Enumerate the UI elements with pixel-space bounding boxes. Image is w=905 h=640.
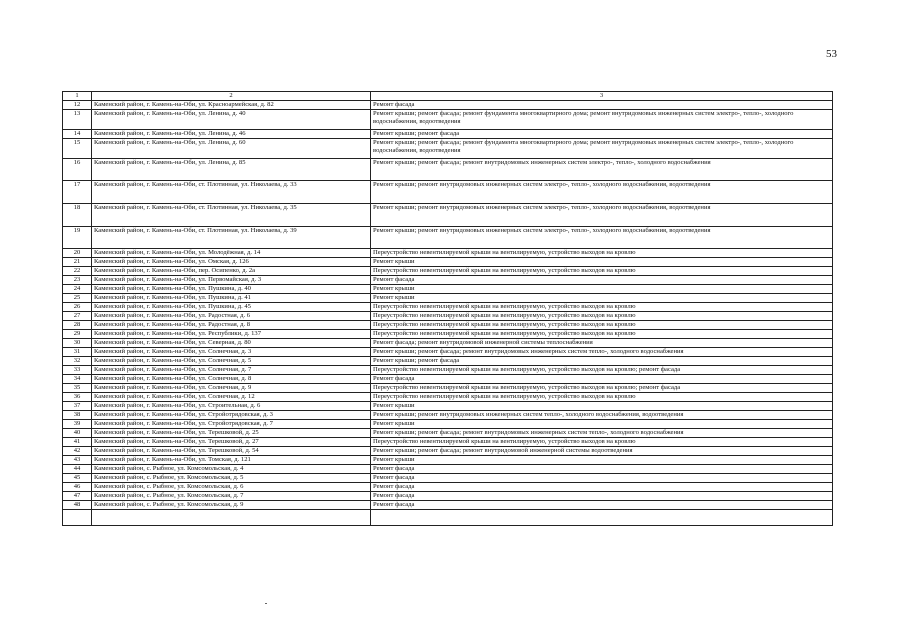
table-row [63, 227, 833, 249]
row-number-cell: 13 [63, 110, 92, 130]
table-row [63, 447, 833, 456]
table-row [63, 330, 833, 339]
address-cell: Каменский район, г. Камень-на-Оби, ул. Строительная, д. 6 [92, 402, 371, 411]
address-cell: Каменский район, г. Камень-на-Оби, ул. Стройотрядовская, д. 3 [92, 411, 371, 420]
table-row [63, 110, 833, 130]
works-cell: Переустройство невентилируемой крыши на вентилируемую, устройство выходов на кровлю [371, 393, 833, 402]
address-cell: Каменский район, г. Камень-на-Оби, ул. Солнечная, д. 7 [92, 366, 371, 375]
row-number-cell: 29 [63, 330, 92, 339]
works-cell: Ремонт крыши [371, 285, 833, 294]
row-number-cell: 47 [63, 492, 92, 501]
address-cell: Каменский район, г. Камень-на-Оби, ст. Плотинная, ул. Николаева, д. 39 [92, 227, 371, 249]
table-row [63, 456, 833, 465]
address-cell: Каменский район, с. Рыбное, ул. Комсомольская, д. 7 [92, 492, 371, 501]
table-row [63, 348, 833, 357]
column-number-row [63, 92, 833, 101]
row-number-cell: 28 [63, 321, 92, 330]
row-number-cell: 37 [63, 402, 92, 411]
table-row [63, 474, 833, 483]
row-number-cell: 33 [63, 366, 92, 375]
works-cell: Ремонт крыши; ремонт фасада; ремонт фундамента многоквартирного дома; ремонт внутридомовых инженерных систем электро-, тепло-, холодного водоснабжения, водоотведения [371, 110, 833, 130]
address-cell: Каменский район, г. Камень-на-Оби, ул. Молодёжная, д. 14 [92, 249, 371, 258]
works-cell: Переустройство невентилируемой крыши на вентилируемую, устройство выходов на кровлю [371, 321, 833, 330]
table-row [63, 285, 833, 294]
works-cell: Переустройство невентилируемой крыши на вентилируемую, устройство выходов на кровлю; ремонт фасада [371, 384, 833, 393]
row-number-cell: 42 [63, 447, 92, 456]
row-number-cell: 14 [63, 130, 92, 139]
works-cell: Переустройство невентилируемой крыши на вентилируемую, устройство выходов на кровлю; ремонт фасада [371, 366, 833, 375]
table-row [63, 483, 833, 492]
address-cell: Каменский район, с. Рыбное, ул. Комсомольская, д. 5 [92, 474, 371, 483]
table-row [63, 501, 833, 510]
address-cell: Каменский район, г. Камень-на-Оби, ул. Ленина, д. 60 [92, 139, 371, 159]
row-number-cell: 46 [63, 483, 92, 492]
address-cell: Каменский район, г. Камень-на-Оби, ул. Пушкина, д. 41 [92, 294, 371, 303]
works-cell: Ремонт крыши [371, 420, 833, 429]
table-row [63, 267, 833, 276]
table-row [63, 375, 833, 384]
table-row [63, 420, 833, 429]
row-number-cell: 40 [63, 429, 92, 438]
works-cell: Ремонт фасада [371, 492, 833, 501]
address-cell: Каменский район, г. Камень-на-Оби, ул. Первомайская, д. 3 [92, 276, 371, 285]
row-number-cell: 38 [63, 411, 92, 420]
address-cell: Каменский район, с. Рыбное, ул. Комсомольская, д. 9 [92, 501, 371, 510]
table-row [63, 159, 833, 181]
works-cell: Ремонт крыши; ремонт внутридомовых инженерных систем электро-, тепло-, холодного водоснабжения, водоотведения [371, 181, 833, 204]
row-number-cell: 12 [63, 101, 92, 110]
row-number-cell: 15 [63, 139, 92, 159]
row-number-cell: 19 [63, 227, 92, 249]
address-cell: Каменский район, г. Камень-на-Оби, ст. Плотинная, ул. Николаева, д. 33 [92, 181, 371, 204]
address-cell: Каменский район, г. Камень-на-Оби, ул. Терешковой, д. 27 [92, 438, 371, 447]
works-cell: Ремонт фасада [371, 483, 833, 492]
table-row [63, 492, 833, 501]
row-number-cell: 32 [63, 357, 92, 366]
address-cell: Каменский район, г. Камень-на-Оби, ул. Стройотрядовская, д. 7 [92, 420, 371, 429]
works-cell: Переустройство невентилируемой крыши на вентилируемую, устройство выходов на кровлю [371, 438, 833, 447]
works-cell: Ремонт крыши [371, 402, 833, 411]
works-cell: Переустройство невентилируемой крыши на вентилируемую, устройство выходов на кровлю [371, 267, 833, 276]
works-cell: Ремонт крыши; ремонт фасада; ремонт внутридомовых инженерных систем электро-, тепло-, холодного водоснабжения [371, 159, 833, 181]
row-number-cell: 23 [63, 276, 92, 285]
works-cell: Ремонт крыши; ремонт фасада; ремонт фундамента многоквартирного дома; ремонт внутридомовых инженерных систем электро-, тепло-, холодного водоснабжения, водоотведения [371, 139, 833, 159]
address-cell: Каменский район, с. Рыбное, ул. Комсомольская, д. 4 [92, 465, 371, 474]
address-cell: Каменский район, г. Камень-на-Оби, ул. Ленина, д. 40 [92, 110, 371, 130]
address-cell: Каменский район, г. Камень-на-Оби, ул. Омская, д. 126 [92, 258, 371, 267]
column-number-2: 2 [92, 92, 371, 101]
row-number-cell: 43 [63, 456, 92, 465]
address-cell: Каменский район, г. Камень-на-Оби, ул. Томская, д. 121 [92, 456, 371, 465]
empty-cell [63, 510, 92, 526]
works-cell: Ремонт крыши; ремонт фасада [371, 130, 833, 139]
row-number-cell: 39 [63, 420, 92, 429]
row-number-cell: 17 [63, 181, 92, 204]
table-row [63, 130, 833, 139]
row-number-cell: 16 [63, 159, 92, 181]
table-row [63, 181, 833, 204]
address-cell: Каменский район, г. Камень-на-Оби, ст. Плотинная, ул. Николаева, д. 35 [92, 204, 371, 227]
works-cell: Ремонт фасада [371, 375, 833, 384]
table-row [63, 139, 833, 159]
row-number-cell: 24 [63, 285, 92, 294]
table-row [63, 303, 833, 312]
row-number-cell: 27 [63, 312, 92, 321]
row-number-cell: 31 [63, 348, 92, 357]
table-row [63, 384, 833, 393]
row-number-cell: 41 [63, 438, 92, 447]
works-cell: Ремонт крыши [371, 456, 833, 465]
table-row [63, 402, 833, 411]
table-row [63, 411, 833, 420]
address-cell: Каменский район, г. Камень-на-Оби, ул. Терешковой, д. 25 [92, 429, 371, 438]
column-number-1: 1 [63, 92, 92, 101]
table-row [63, 465, 833, 474]
row-number-cell: 21 [63, 258, 92, 267]
works-cell: Ремонт крыши [371, 258, 833, 267]
table-row [63, 339, 833, 348]
works-cell: Ремонт крыши; ремонт внутридомовых инженерных систем электро-, тепло-, холодного водоснабжения, водоотведения [371, 227, 833, 249]
column-number-3: 3 [371, 92, 833, 101]
row-number-cell: 22 [63, 267, 92, 276]
works-cell: Ремонт фасада [371, 101, 833, 110]
table-row [63, 438, 833, 447]
table-row [63, 249, 833, 258]
row-number-cell: 35 [63, 384, 92, 393]
table-row [63, 357, 833, 366]
address-cell: Каменский район, г. Камень-на-Оби, ул. Ленина, д. 85 [92, 159, 371, 181]
works-cell: Ремонт фасада [371, 501, 833, 510]
works-cell: Переустройство невентилируемой крыши на вентилируемую, устройство выходов на кровлю [371, 249, 833, 258]
table-row [63, 393, 833, 402]
works-cell: Ремонт фасада [371, 276, 833, 285]
address-cell: Каменский район, г. Камень-на-Оби, ул. Солнечная, д. 9 [92, 384, 371, 393]
works-cell: Ремонт фасада; ремонт внутридомовой инженерной системы теплоснабжения [371, 339, 833, 348]
address-cell: Каменский район, г. Камень-на-Оби, ул. Терешковой, д. 54 [92, 447, 371, 456]
table-row [63, 294, 833, 303]
works-cell: Переустройство невентилируемой крыши на вентилируемую, устройство выходов на кровлю [371, 312, 833, 321]
table-row [63, 101, 833, 110]
works-cell: Переустройство невентилируемой крыши на вентилируемую, устройство выходов на кровлю [371, 330, 833, 339]
works-cell: Ремонт крыши [371, 294, 833, 303]
address-cell: Каменский район, с. Рыбное, ул. Комсомольская, д. 6 [92, 483, 371, 492]
row-number-cell: 34 [63, 375, 92, 384]
row-number-cell: 26 [63, 303, 92, 312]
row-number-cell: 18 [63, 204, 92, 227]
works-cell: Ремонт крыши; ремонт фасада; ремонт внутридомовой инженерной системы водоотведения [371, 447, 833, 456]
address-cell: Каменский район, г. Камень-на-Оби, ул. Солнечная, д. 12 [92, 393, 371, 402]
table-row [63, 429, 833, 438]
address-cell: Каменский район, г. Камень-на-Оби, ул. Ленина, д. 46 [92, 130, 371, 139]
address-cell: Каменский район, г. Камень-на-Оби, ул. Солнечная, д. 8 [92, 375, 371, 384]
empty-cell [371, 510, 833, 526]
address-cell: Каменский район, г. Камень-на-Оби, ул. Пушкина, д. 40 [92, 285, 371, 294]
works-cell: Переустройство невентилируемой крыши на вентилируемую, устройство выходов на кровлю [371, 303, 833, 312]
address-cell: Каменский район, г. Камень-на-Оби, ул. Радостная, д. 6 [92, 312, 371, 321]
scan-artifact [265, 603, 267, 604]
row-number-cell: 45 [63, 474, 92, 483]
row-number-cell: 48 [63, 501, 92, 510]
address-cell: Каменский район, г. Камень-на-Оби, ул. Пушкина, д. 45 [92, 303, 371, 312]
table-row [63, 321, 833, 330]
row-number-cell: 20 [63, 249, 92, 258]
works-cell: Ремонт фасада [371, 465, 833, 474]
address-cell: Каменский район, г. Камень-на-Оби, ул. Радостная, д. 8 [92, 321, 371, 330]
works-cell: Ремонт крыши; ремонт фасада [371, 357, 833, 366]
works-cell: Ремонт крыши; ремонт фасада; ремонт внутридомовых инженерных систем тепло-, холодного водоснабжения [371, 429, 833, 438]
repair-works-table [62, 91, 833, 526]
address-cell: Каменский район, г. Камень-на-Оби, ул. Солнечная, д. 5 [92, 357, 371, 366]
row-number-cell: 30 [63, 339, 92, 348]
table-row [63, 204, 833, 227]
works-cell: Ремонт крыши; ремонт внутридомовых инженерных систем тепло-, холодного водоснабжения, водоотведения [371, 411, 833, 420]
address-cell: Каменский район, г. Камень-на-Оби, ул. Республики, д. 137 [92, 330, 371, 339]
page-number: 53 [826, 48, 837, 60]
works-cell: Ремонт фасада [371, 474, 833, 483]
works-cell: Ремонт крыши; ремонт внутридомовых инженерных систем электро-, тепло-, холодного водоснабжения, водоотведения [371, 204, 833, 227]
table-row [63, 276, 833, 285]
empty-cell [92, 510, 371, 526]
table-row [63, 366, 833, 375]
works-cell: Ремонт крыши; ремонт фасада; ремонт внутридомовых инженерных систем тепло-, холодного водоснабжения [371, 348, 833, 357]
address-cell: Каменский район, г. Камень-на-Оби, ул. Солнечная, д. 3 [92, 348, 371, 357]
row-number-cell: 25 [63, 294, 92, 303]
table-row-continuation [63, 510, 833, 526]
table-row [63, 312, 833, 321]
row-number-cell: 44 [63, 465, 92, 474]
table-row [63, 258, 833, 267]
address-cell: Каменский район, г. Камень-на-Оби, ул. Красноармейская, д. 82 [92, 101, 371, 110]
row-number-cell: 36 [63, 393, 92, 402]
address-cell: Каменский район, г. Камень-на-Оби, пер. Осипенко, д. 2а [92, 267, 371, 276]
address-cell: Каменский район, г. Камень-на-Оби, ул. Северная, д. 80 [92, 339, 371, 348]
